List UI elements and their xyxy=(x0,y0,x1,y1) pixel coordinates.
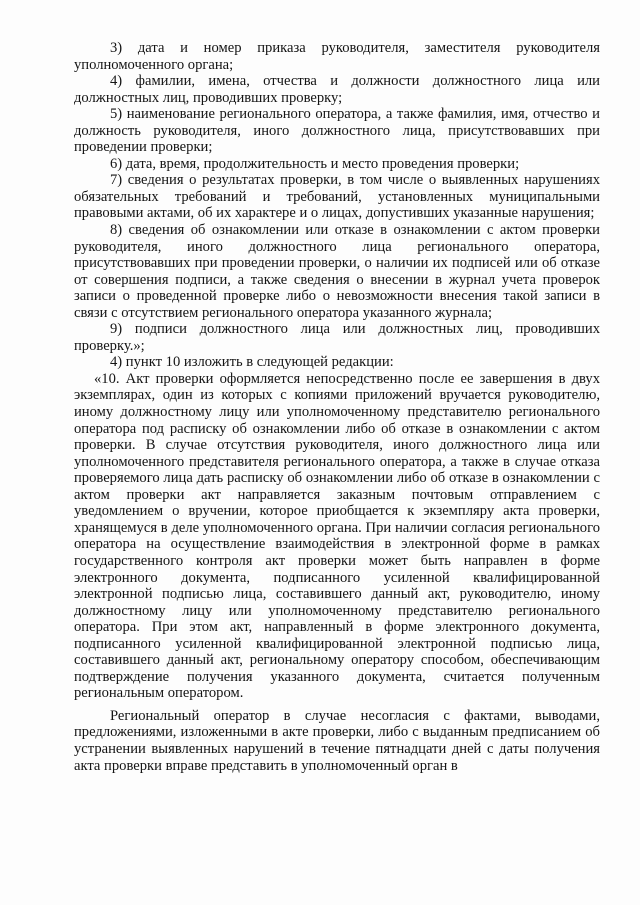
paragraph-point-10: «10. Акт проверки оформляется непосредственно после ее завершения в двух экземплярах, один из которых с копиями приложений вручается руководителю, иному должностному лицу или уполномоченному представителю регионального оператора под расписку об ознакомлении либо об отказе в ознакомлении с актом проверки. В случае отсутствия руководителя, иного должностного лица или уполномоченного представителя регионального оператора, а также в случае отказа проверяемого лица дать расписку об ознакомлении либо об отказе в ознакомлении с актом проверки акт направляется заказным почтовым отправлением с уведомлением о вручении, которое приобщается к экземпляру акта проверки, хранящемуся в деле уполномоченного органа. При наличии согласия регионального оператора на осуществление взаимодействия в электронной форме в рамках государственного контроля акт проверки может быть направлен в форме электронного документа, подписанного усиленной квалифицированной электронной подписью лица, составившего данный акт, руководителю, иному должностному лицу или уполномоченному представителю регионального оператора. При этом акт, направленный в форме электронного документа, подписанного усиленной квалифицированной электронной подписью лица, составившего данный акт, региональному оператору способом, обеспечивающим подтверждение получения указанного документа, считается полученным региональным оператором. xyxy=(74,370,600,702)
paragraph-item-9: 9) подписи должностного лица или должностных лиц, проводивших проверку.»; xyxy=(74,321,600,354)
paragraph-item-6: 6) дата, время, продолжительность и место проведения проверки; xyxy=(110,155,520,172)
paragraph-item-8: 8) сведения об ознакомлении или отказе в ознакомлении с актом проверки руководителя, иного должностного лица регионального оператора, присутствовавших при проведении проверки, о наличии их подписей или об отказе от совершения подписи, а также сведения о внесении в журнал учета проверок записи о проведенной проверке либо о невозможности внесения такой записи в связи с отсутствием регионального оператора указанного журнала; xyxy=(74,222,600,321)
paragraph-item-3: 3) дата и номер приказа руководителя, заместителя руководителя уполномоченного органа; xyxy=(74,40,600,73)
paragraph-regional-operator: Региональный оператор в случае несогласия с фактами, выводами, предложениями, изложенными в акте проверки, либо с выданным предписанием об устранении выявленных нарушений в течение пятнадцати дней с даты получения акта проверки вправе представить в уполномоченный орган в xyxy=(74,707,600,774)
document-body xyxy=(74,40,600,774)
paragraph-item-4: 4) фамилии, имена, отчества и должности должностного лица или должностных лиц, проводивших проверку; xyxy=(74,73,600,106)
paragraph-point-10-intro: 4) пункт 10 изложить в следующей редакции: xyxy=(110,354,394,371)
paragraph-item-7: 7) сведения о результатах проверки, в том числе о выявленных нарушениях обязательных требований и требований, установленных муниципальными правовыми актами, об их характере и о лицах, допустивших указанные нарушения; xyxy=(74,172,600,222)
paragraph-item-5: 5) наименование регионального оператора, а также фамилия, имя, отчество и должность руководителя, иного должностного лица, присутствовавших при проведении проверки; xyxy=(74,106,600,156)
